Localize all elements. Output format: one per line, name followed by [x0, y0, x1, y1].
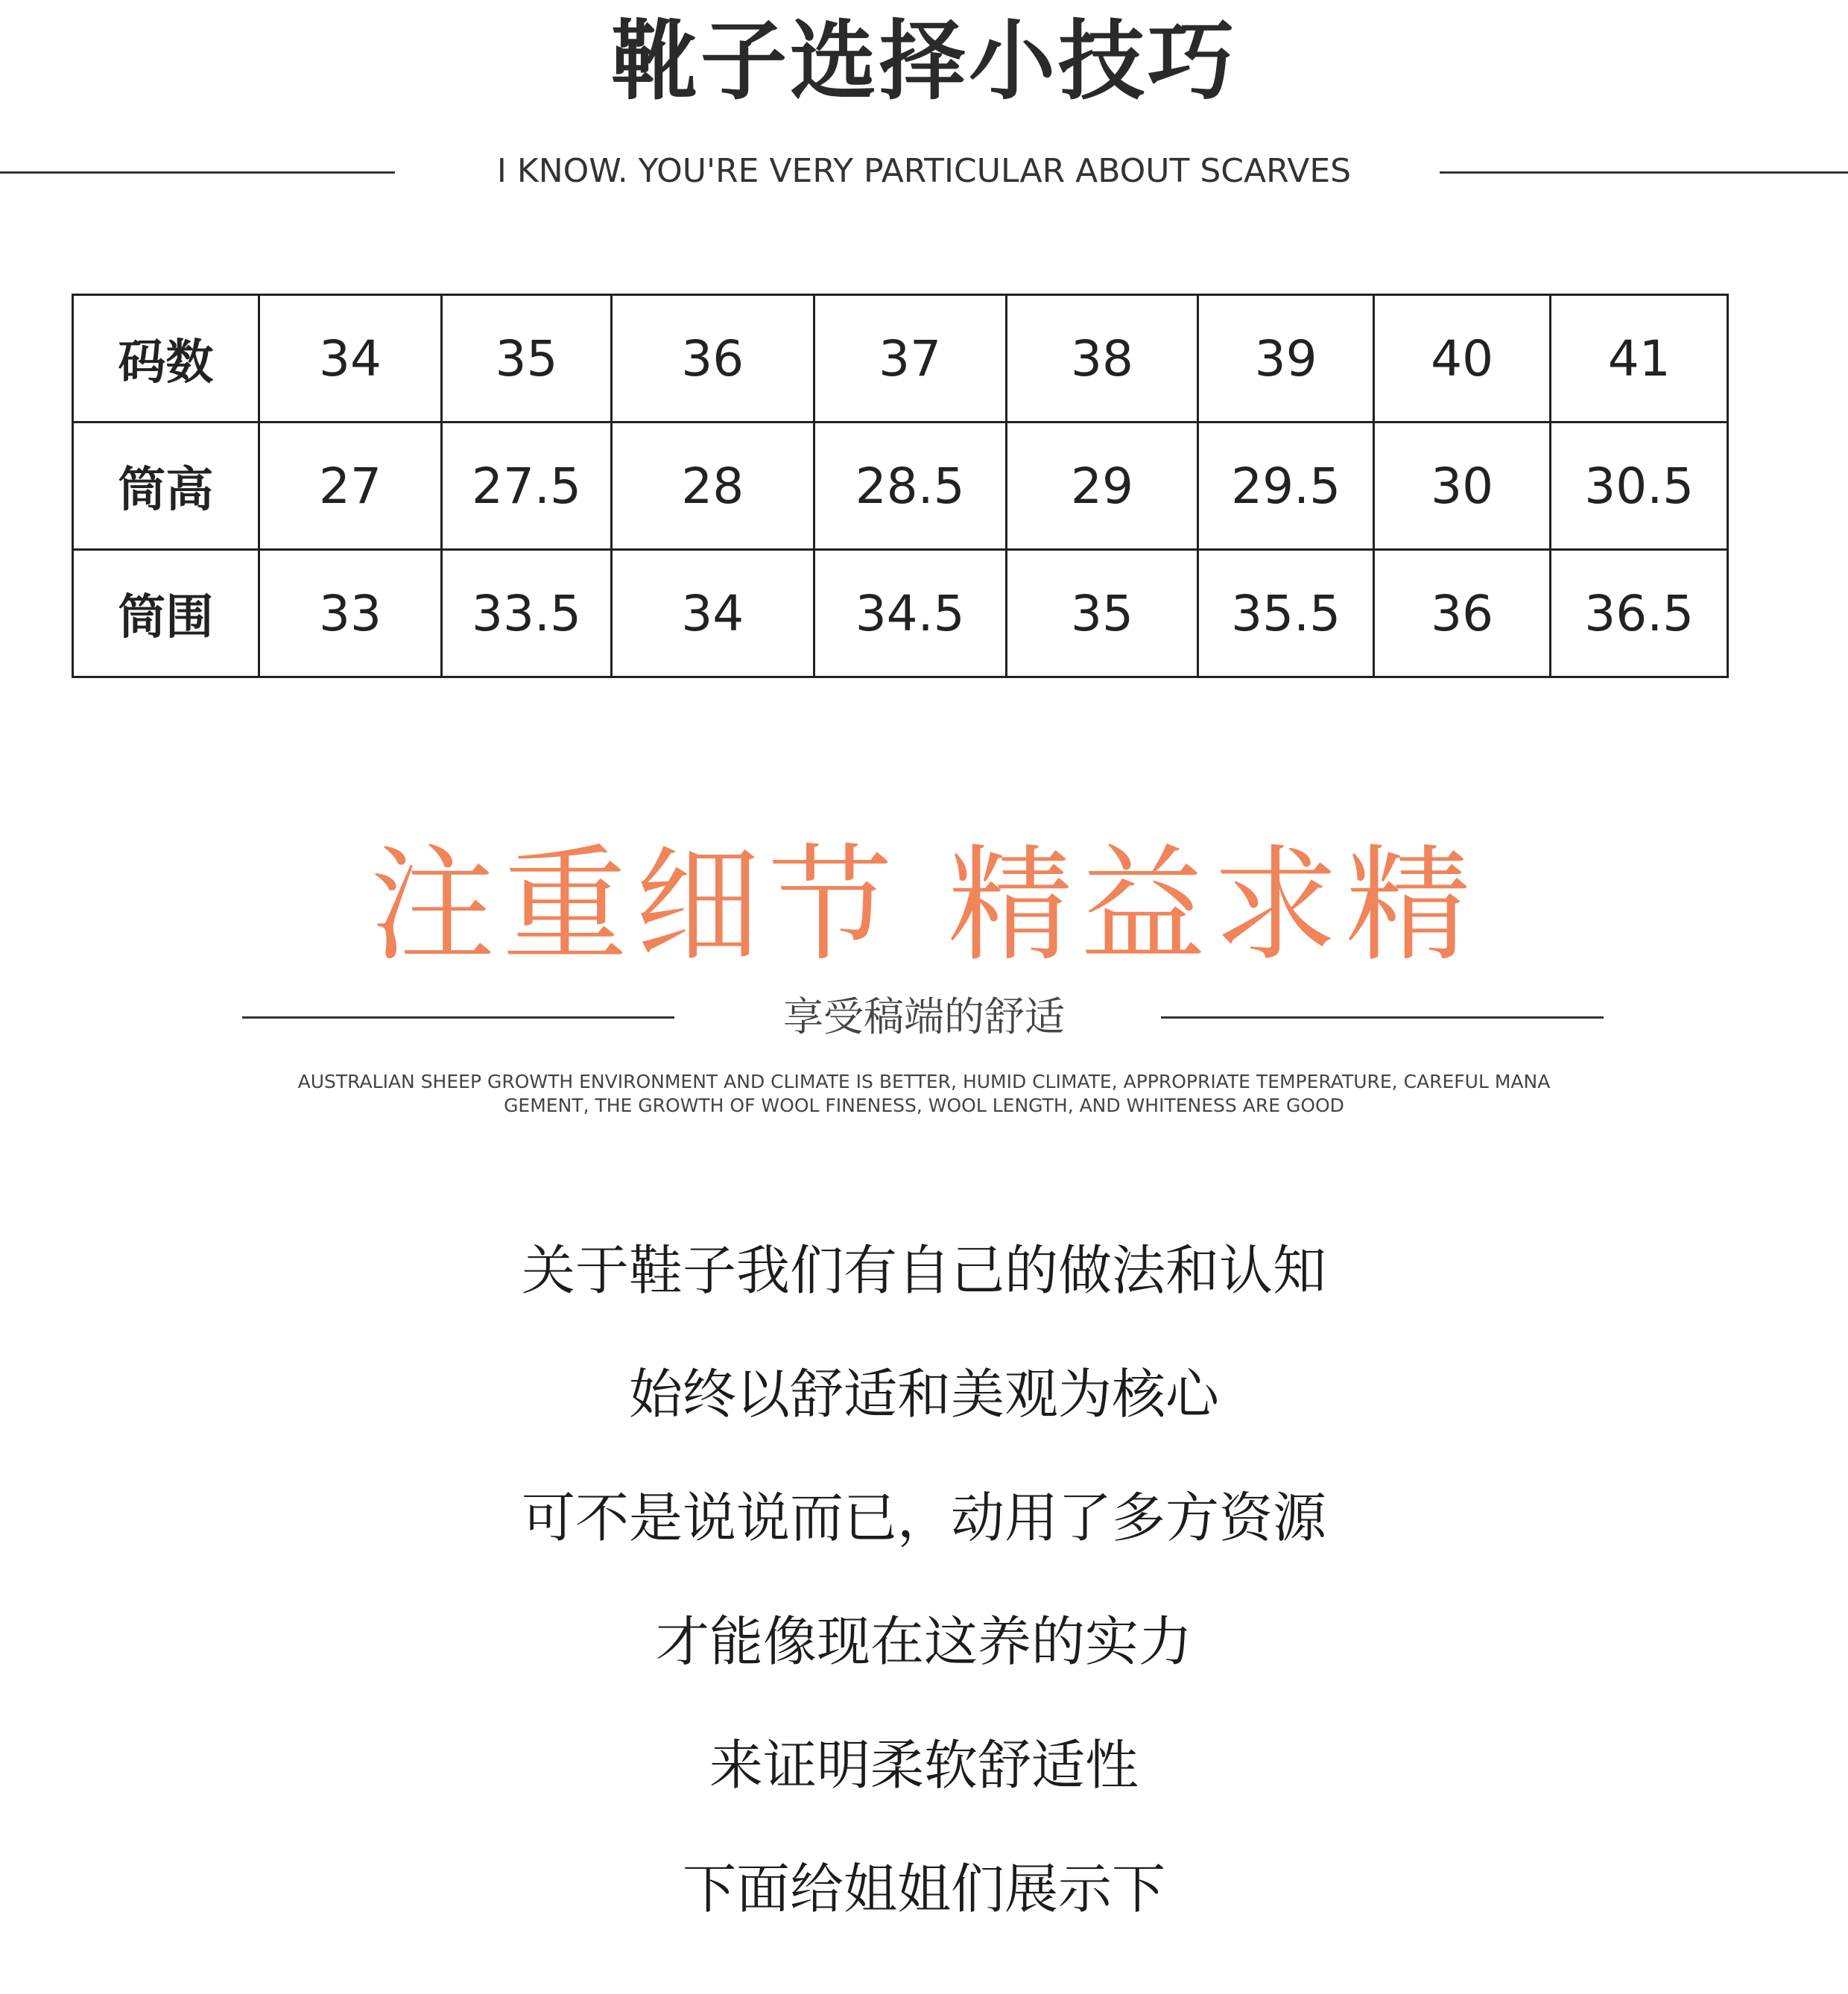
- table-cell: 36: [611, 295, 814, 422]
- table-cell: 35.5: [1198, 550, 1373, 677]
- table-cell: 28: [611, 422, 814, 550]
- table-cell: 34.5: [814, 550, 1006, 677]
- section-divider-left: [242, 1016, 674, 1019]
- table-cell: 33: [259, 550, 442, 677]
- table-cell: 35: [1006, 550, 1198, 677]
- body-line: 始终以舒适和美观为核心: [628, 1363, 1219, 1425]
- table-cell: 36.5: [1551, 550, 1728, 677]
- page-title: 靴子选择小技巧: [611, 11, 1237, 112]
- table-cell: 27.5: [442, 422, 611, 550]
- section-title: 注重细节 精益求精: [370, 832, 1478, 978]
- page-subtitle: I KNOW. YOU'RE VERY PARTICULAR ABOUT SCARVES: [496, 152, 1352, 190]
- table-cell: 29.5: [1198, 422, 1373, 550]
- table-cell: 37: [814, 295, 1006, 422]
- table-cell: 27: [259, 422, 442, 550]
- body-text-block: [0, 1222, 1848, 1964]
- table-cell: 29: [1006, 422, 1198, 550]
- table-cell: 30.5: [1551, 422, 1728, 550]
- table-cell: 34: [611, 550, 814, 677]
- table-row-shaft-height: [73, 422, 1728, 550]
- table-cell: 40: [1373, 295, 1551, 422]
- table-cell: 35: [442, 295, 611, 422]
- table-cell: 39: [1198, 295, 1373, 422]
- size-table: [72, 294, 1729, 678]
- divider-right: [1440, 171, 1848, 174]
- table-cell: 33.5: [442, 550, 611, 677]
- table-cell: 41: [1551, 295, 1728, 422]
- row-label-size: 码数: [73, 295, 259, 422]
- table-cell: 38: [1006, 295, 1198, 422]
- table-cell: 28.5: [814, 422, 1006, 550]
- table-row-shaft-circumference: [73, 550, 1728, 677]
- table-cell: 34: [259, 295, 442, 422]
- section-description: AUSTRALIAN SHEEP GROWTH ENVIRONMENT AND CLIMATE IS BETTER, HUMID CLIMATE, APPROPRIATE TEMPERATURE, CAREFUL MANA GEMENT, THE GROWTH OF WOOL FINENESS, WOOL LENGTH, AND WHITENESS ARE GOOD: [297, 1071, 1551, 1116]
- body-line: 下面给姐姐们展示下: [682, 1858, 1165, 1920]
- body-line: 可不是说说而已，动用了多方资源: [521, 1487, 1326, 1549]
- divider-left: [0, 171, 395, 174]
- body-line: 来证明柔软舒适性: [709, 1734, 1139, 1797]
- table-cell: 30: [1373, 422, 1551, 550]
- row-label-shaft-circumference: 筒围: [73, 550, 259, 677]
- row-label-shaft-height: 筒高: [73, 422, 259, 550]
- body-line: 关于鞋子我们有自己的做法和认知: [521, 1239, 1326, 1302]
- table-row-size: [73, 295, 1728, 422]
- table-cell: 36: [1373, 550, 1551, 677]
- body-line: 才能像现在这养的实力: [655, 1610, 1192, 1673]
- section-divider-right: [1161, 1016, 1604, 1019]
- section-subtitle: 享受稿端的舒适: [783, 993, 1065, 1040]
